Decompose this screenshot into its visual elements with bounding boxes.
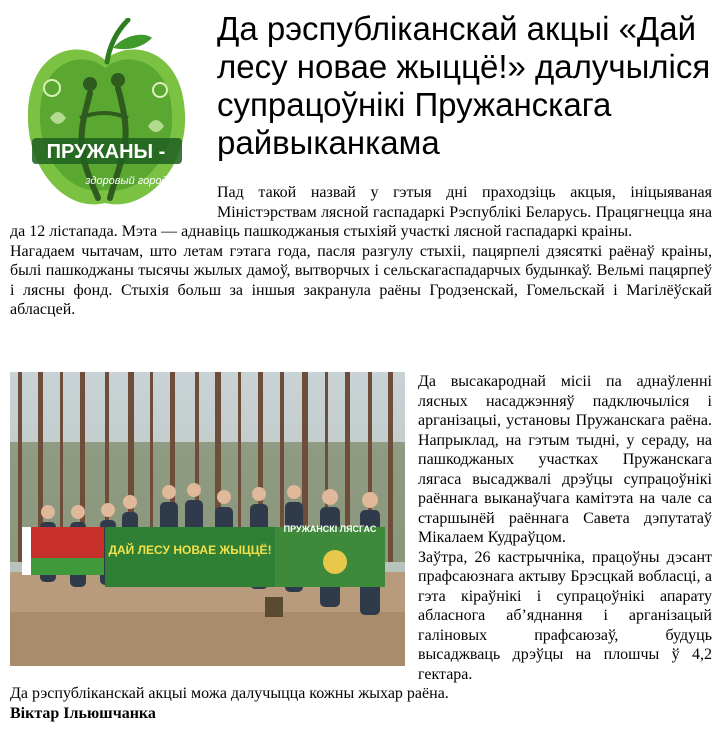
- author-name: Віктар Ільюшчанка: [10, 704, 156, 722]
- paragraph-5: Да рэспубліканскай акцыі можа далучыцца кожны жыхар раёна.: [10, 685, 449, 702]
- article-title: Да рэспубліканскай акцыі «Дай лесу новае жыццё!» далучыліся супрацоўнікі Пружанскага райвыканкама: [217, 10, 711, 161]
- article-intro: [10, 183, 712, 320]
- paragraph-3: Да высакароднай місіі па аднаўленні лясных насаджэнняў падключыліся і арганізацыі, установы Пружанскага раёна. Напрыклад, на гэтым тыдні, у сераду, на пашкоджаных участках Пружанскага лягаса высаджвалі дрэўцы супрацоўнікі раённага выканаўчага камітэта на чале са старшынёй раённага Савета дэпутатаў Мікалаем Кудраўцом.: [418, 373, 712, 546]
- paragraph-2: Нагадаем чытачам, што летам гэтага года, пасля разгулу стыхіі, пацярпелі дзясяткі раёнаў краіны, былі пашкоджаны тысячы жылых дамоў, вытворчых і сельскагаспадарчых будынкаў. Вельмі пацярпеў і лясны фонд. Стыхія больш за іншыя закранула раёны Гродзенскай, Гомельскай і Магілёўскай абласцей.: [10, 242, 712, 318]
- article-body: [10, 372, 712, 723]
- flag-header-text: ПРУЖАНСКІ ЛЯСГАС: [283, 524, 377, 534]
- logo-sub-text: здоровый город!: [85, 175, 171, 187]
- paragraph-1: Пад такой назвай у гэтыя дні праходзіць акцыя, ініцыяваная Міністэрствам лясной гаспадаркі Рэспублікі Беларусь. Працягнецца яна да 12 лістапада. Мэта — аднавіць пашкоджаныя стыхіяй участкі лясной гаспадаркі краіны.: [10, 184, 712, 240]
- logo-main-text: ПРУЖАНЫ -: [46, 141, 166, 163]
- paragraph-4: Заўтра, 26 кастрычніка, працоўны дэсант прафсаюзнага актыву Брэсцкай вобласці, а гэта кіраўнікі і супрацоўнікі апарату абласнога аб’яднання і арганізацый галіновых прафсаюзаў, будуць высаджваць дрэўцы на плошчы ў 4,2 гектара.: [418, 548, 712, 683]
- banner-text: ДАЙ ЛЕСУ НОВАЕ ЖЫЦЦЁ!: [108, 543, 272, 557]
